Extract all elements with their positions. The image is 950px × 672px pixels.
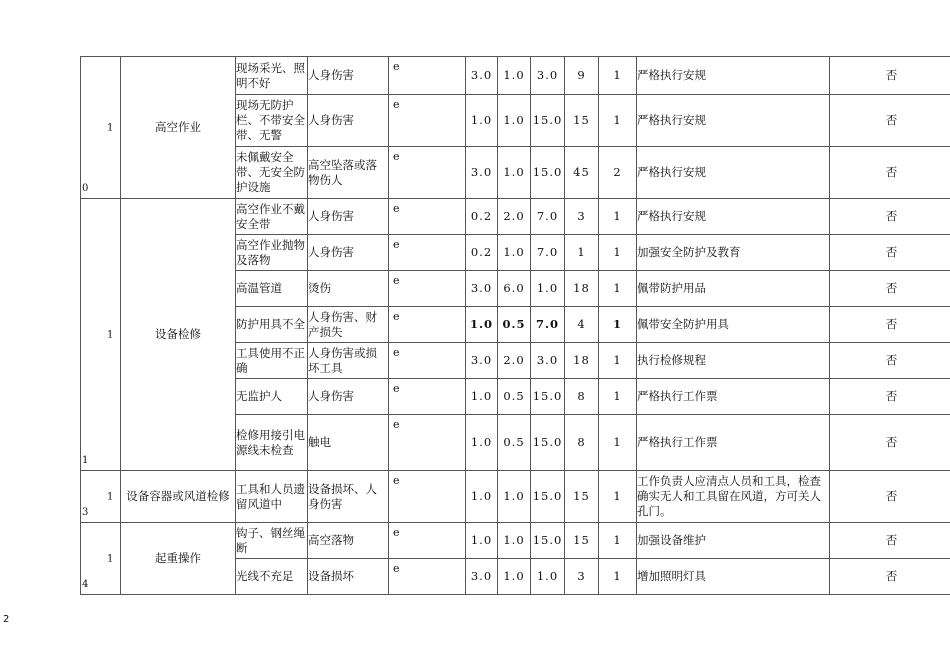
consequence-cell: 3.0: [531, 57, 565, 95]
hazard-source-cell: 检修用接引电源线未检查: [236, 415, 308, 471]
serial-number-part: 1: [107, 553, 114, 564]
exposure-cell: 6.0: [498, 271, 531, 307]
table-row: [81, 199, 950, 235]
control-measure-cell: 严格执行安规: [637, 147, 830, 199]
marker-cell: [389, 559, 466, 595]
control-measure-cell: 严格执行安规: [637, 95, 830, 147]
control-measure-cell: 加强设备维护: [637, 523, 830, 559]
risk-level-cell: 1: [599, 271, 637, 307]
control-measure-cell: 加强安全防护及教育: [637, 235, 830, 271]
risk-level-cell: 1: [599, 415, 637, 471]
hazard-source-cell: 防护用具不全: [236, 307, 308, 343]
exposure-cell: 0.5: [498, 415, 531, 471]
consequence-cell: 7.0: [531, 307, 565, 343]
risk-level-cell: 1: [599, 235, 637, 271]
risk-assessment-table: [80, 56, 950, 595]
activity-cell: 设备容器或风道检修: [121, 471, 236, 523]
serial-number-part: 1: [107, 491, 114, 502]
marker-cell: [389, 147, 466, 199]
likelihood-cell: 0.2: [466, 199, 498, 235]
likelihood-cell: 0.2: [466, 235, 498, 271]
risk-score-cell: 45: [565, 147, 599, 199]
consequence-cell: 15.0: [531, 415, 565, 471]
control-measure-cell: 严格执行安规: [637, 57, 830, 95]
marker-text: e: [393, 238, 400, 251]
marker-text: e: [393, 562, 400, 575]
marker-text: e: [393, 310, 400, 323]
major-risk-cell: 否: [830, 471, 950, 523]
risk-score-cell: 1: [565, 235, 599, 271]
likelihood-cell: 3.0: [466, 147, 498, 199]
exposure-cell: 1.0: [498, 559, 531, 595]
major-risk-cell: 否: [830, 559, 950, 595]
marker-cell: [389, 95, 466, 147]
activity-cell: 起重操作: [121, 523, 236, 595]
serial-number-part: 0: [82, 183, 89, 194]
risk-level-cell: 1: [599, 307, 637, 343]
serial-number-cell: [81, 523, 121, 595]
hazard-source-cell: 高温管道: [236, 271, 308, 307]
major-risk-cell: 否: [830, 343, 950, 379]
marker-text: e: [393, 274, 400, 287]
likelihood-cell: 1.0: [466, 95, 498, 147]
control-measure-cell: 严格执行工作票: [637, 415, 830, 471]
serial-number-part: 3: [82, 507, 89, 518]
risk-score-cell: 15: [565, 471, 599, 523]
likelihood-cell: 1.0: [466, 379, 498, 415]
major-risk-cell: 否: [830, 95, 950, 147]
marker-text: e: [393, 474, 400, 487]
major-risk-cell: 否: [830, 271, 950, 307]
major-risk-cell: 否: [830, 307, 950, 343]
hazard-source-cell: 无监护人: [236, 379, 308, 415]
control-measure-cell: 严格执行工作票: [637, 379, 830, 415]
possible-harm-cell: 高空落物: [308, 523, 389, 559]
hazard-source-cell: 现场采光、照明不好: [236, 57, 308, 95]
risk-level-cell: 1: [599, 379, 637, 415]
likelihood-cell: 3.0: [466, 271, 498, 307]
major-risk-cell: 否: [830, 57, 950, 95]
control-measure-cell: 执行检修规程: [637, 343, 830, 379]
possible-harm-cell: 人身伤害: [308, 95, 389, 147]
hazard-source-cell: 工具和人员遗留风道中: [236, 471, 308, 523]
serial-number-part: 4: [82, 579, 89, 590]
likelihood-cell: 1.0: [466, 523, 498, 559]
risk-score-cell: 15: [565, 523, 599, 559]
major-risk-cell: 否: [830, 199, 950, 235]
consequence-cell: 15.0: [531, 379, 565, 415]
likelihood-cell: 1.0: [466, 307, 498, 343]
hazard-source-cell: 现场无防护栏、不带安全带、无警: [236, 95, 308, 147]
serial-number-part: 1: [82, 455, 89, 466]
risk-score-cell: 18: [565, 343, 599, 379]
likelihood-cell: 3.0: [466, 559, 498, 595]
marker-text: e: [393, 382, 400, 395]
control-measure-cell: 严格执行安规: [637, 199, 830, 235]
serial-number-cell: [81, 471, 121, 523]
risk-level-cell: 1: [599, 343, 637, 379]
consequence-cell: 15.0: [531, 147, 565, 199]
table-row: [81, 523, 950, 559]
possible-harm-cell: 高空坠落或落物伤人: [308, 147, 389, 199]
table-row: [81, 471, 950, 523]
possible-harm-cell: 人身伤害、财产损失: [308, 307, 389, 343]
hazard-source-cell: 工具使用不正确: [236, 343, 308, 379]
possible-harm-cell: 人身伤害: [308, 235, 389, 271]
risk-score-cell: 9: [565, 57, 599, 95]
marker-cell: [389, 379, 466, 415]
exposure-cell: 2.0: [498, 343, 531, 379]
marker-cell: [389, 235, 466, 271]
hazard-source-cell: 钩子、钢丝绳断: [236, 523, 308, 559]
marker-text: e: [393, 60, 400, 73]
marker-cell: [389, 415, 466, 471]
consequence-cell: 1.0: [531, 559, 565, 595]
risk-level-cell: 1: [599, 559, 637, 595]
likelihood-cell: 1.0: [466, 471, 498, 523]
exposure-cell: 2.0: [498, 199, 531, 235]
marker-text: e: [393, 98, 400, 111]
risk-level-cell: 2: [599, 147, 637, 199]
risk-score-cell: 3: [565, 199, 599, 235]
risk-score-cell: 8: [565, 379, 599, 415]
risk-score-cell: 18: [565, 271, 599, 307]
possible-harm-cell: 设备损坏、人身伤害: [308, 471, 389, 523]
serial-number-cell: [81, 199, 121, 471]
exposure-cell: 0.5: [498, 379, 531, 415]
marker-text: e: [393, 526, 400, 539]
risk-level-cell: 1: [599, 57, 637, 95]
major-risk-cell: 否: [830, 379, 950, 415]
possible-harm-cell: 人身伤害: [308, 379, 389, 415]
consequence-cell: 15.0: [531, 471, 565, 523]
risk-level-cell: 1: [599, 523, 637, 559]
control-measure-cell: 佩带安全防护用具: [637, 307, 830, 343]
likelihood-cell: 3.0: [466, 343, 498, 379]
consequence-cell: 1.0: [531, 271, 565, 307]
consequence-cell: 15.0: [531, 95, 565, 147]
consequence-cell: 3.0: [531, 343, 565, 379]
hazard-source-cell: 高空作业抛物及落物: [236, 235, 308, 271]
possible-harm-cell: 设备损坏: [308, 559, 389, 595]
risk-score-cell: 8: [565, 415, 599, 471]
risk-level-cell: 1: [599, 95, 637, 147]
exposure-cell: 1.0: [498, 147, 531, 199]
marker-cell: [389, 523, 466, 559]
major-risk-cell: 否: [830, 235, 950, 271]
marker-cell: [389, 471, 466, 523]
risk-score-cell: 15: [565, 95, 599, 147]
consequence-cell: 7.0: [531, 235, 565, 271]
marker-cell: [389, 57, 466, 95]
possible-harm-cell: 人身伤害: [308, 57, 389, 95]
hazard-source-cell: 光线不充足: [236, 559, 308, 595]
marker-text: e: [393, 418, 400, 431]
marker-text: e: [393, 202, 400, 215]
exposure-cell: 1.0: [498, 235, 531, 271]
risk-score-cell: 4: [565, 307, 599, 343]
major-risk-cell: 否: [830, 415, 950, 471]
marker-cell: [389, 271, 466, 307]
activity-cell: 设备检修: [121, 199, 236, 471]
major-risk-cell: 否: [830, 523, 950, 559]
control-measure-cell: 工作负责人应清点人员和工具，检查确实无人和工具留在风道，方可关人孔门。: [637, 471, 830, 523]
hazard-source-cell: 未佩戴安全带、无安全防护设施: [236, 147, 308, 199]
exposure-cell: 1.0: [498, 57, 531, 95]
serial-number-cell: [81, 57, 121, 199]
likelihood-cell: 3.0: [466, 57, 498, 95]
hazard-source-cell: 高空作业不戴安全带: [236, 199, 308, 235]
possible-harm-cell: 人身伤害或损坏工具: [308, 343, 389, 379]
page-number: 2: [3, 614, 10, 625]
exposure-cell: 1.0: [498, 95, 531, 147]
activity-cell: 高空作业: [121, 57, 236, 199]
exposure-cell: 1.0: [498, 471, 531, 523]
marker-text: e: [393, 346, 400, 359]
marker-cell: [389, 343, 466, 379]
serial-number-part: 1: [107, 329, 114, 340]
possible-harm-cell: 烫伤: [308, 271, 389, 307]
risk-score-cell: 3: [565, 559, 599, 595]
marker-cell: [389, 307, 466, 343]
major-risk-cell: 否: [830, 147, 950, 199]
consequence-cell: 7.0: [531, 199, 565, 235]
control-measure-cell: 增加照明灯具: [637, 559, 830, 595]
serial-number-part: 1: [107, 122, 114, 133]
table-row: [81, 57, 950, 95]
exposure-cell: 0.5: [498, 307, 531, 343]
consequence-cell: 15.0: [531, 523, 565, 559]
exposure-cell: 1.0: [498, 523, 531, 559]
risk-level-cell: 1: [599, 471, 637, 523]
possible-harm-cell: 触电: [308, 415, 389, 471]
control-measure-cell: 佩带防护用品: [637, 271, 830, 307]
possible-harm-cell: 人身伤害: [308, 199, 389, 235]
marker-text: e: [393, 150, 400, 163]
likelihood-cell: 1.0: [466, 415, 498, 471]
marker-cell: [389, 199, 466, 235]
risk-level-cell: 1: [599, 199, 637, 235]
